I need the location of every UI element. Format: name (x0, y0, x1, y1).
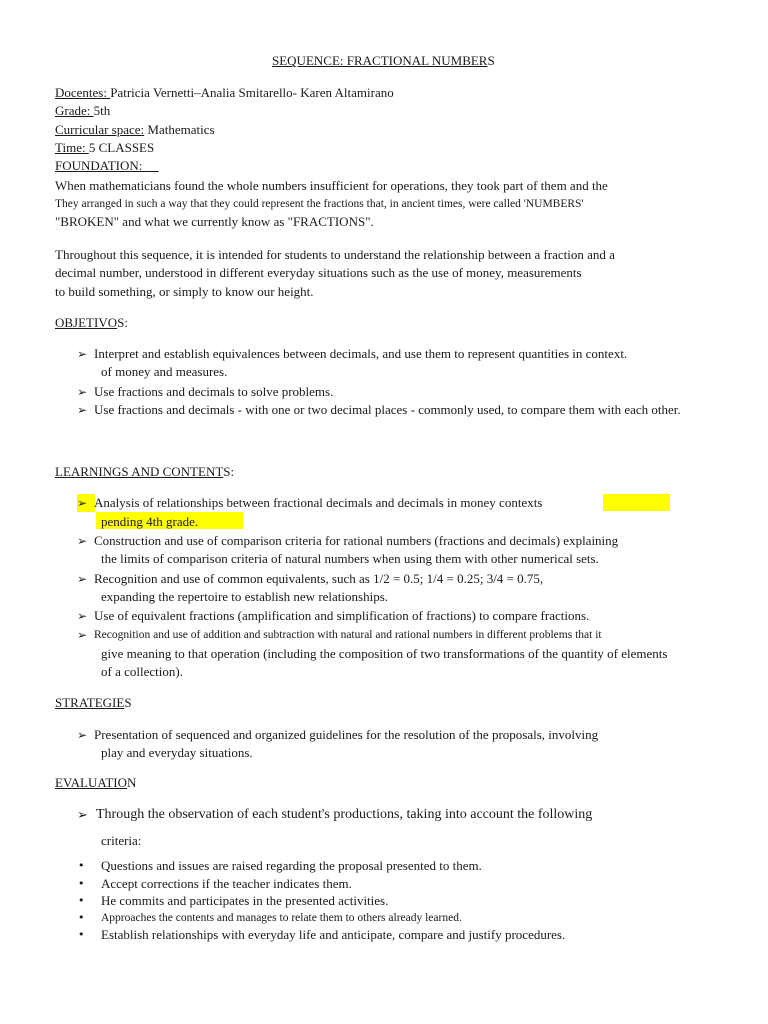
teachers-label: Docentes: (55, 85, 111, 100)
time-label: Time: (55, 140, 89, 155)
title-end: S (487, 53, 495, 68)
time-value: 5 CLASSES (88, 140, 155, 155)
evaluation-lead-line-2: criteria: (101, 833, 142, 848)
strategies-heading-rest: S (124, 695, 132, 710)
foundation-line-1: When mathematicians found the whole numbers insufficient for operations, they took part of them and the (55, 178, 608, 193)
objective-item-1-line-2: of money and measures. (101, 364, 228, 379)
foundation-heading (55, 158, 159, 174)
strategy-item-1-line-2: play and everyday situations. (101, 745, 253, 760)
learning-item-1-line-2: pending 4th grade. (101, 514, 199, 529)
highlight-mark (603, 494, 670, 511)
bullet-dot-icon: • (78, 928, 85, 941)
arrow-bullet-icon: ➢ (77, 572, 88, 586)
learnings-heading-underlined: LEARNINGS AND CONTENT (55, 464, 224, 479)
learning-item-5-line-1: Recognition and use of addition and subtraction with natural and rational numbers in different problems that it (94, 629, 602, 641)
criteria-item-1: Questions and issues are raised regarding the proposal presented to them. (101, 858, 482, 873)
curricular-space-line (55, 122, 215, 138)
criteria-item-5: Establish relationships with everyday life and anticipate, compare and justify procedures. (101, 927, 566, 942)
evaluation-heading-underlined: EVALUATIO (55, 775, 127, 790)
evaluation-lead-line-1: Through the observation of each student's productions, taking into account the following (96, 807, 593, 822)
learning-item-2-line-1: Construction and use of comparison criteria for rational numbers (fractions and decimals) explaining (94, 533, 619, 548)
arrow-bullet-icon: ➢ (77, 347, 88, 361)
learnings-heading (55, 464, 234, 480)
objective-item-3: Use fractions and decimals - with one or two decimal places - commonly used, to compare them with each other. (94, 402, 681, 417)
learning-item-5-line-3: of a collection). (101, 664, 183, 679)
learning-item-1-line-1: Analysis of relationships between fractional decimals and decimals in money contexts (94, 495, 543, 510)
title-underlined: SEQUENCE: FRACTIONAL NUMBER (272, 53, 488, 68)
bullet-dot-icon: • (78, 859, 85, 872)
bullet-dot-icon: • (78, 911, 85, 924)
learning-item-3-line-2: expanding the repertoire to establish new relationships. (101, 589, 389, 604)
time-line (55, 140, 154, 156)
foundation-line-2: They arranged in such a way that they could represent the fractions that, in ancient times, were called 'NUMBERS' (55, 198, 584, 210)
objectives-heading (55, 315, 128, 331)
strategy-item-1-line-1: Presentation of sequenced and organized guidelines for the resolution of the proposals, involving (94, 727, 599, 742)
intro-line-1: Throughout this sequence, it is intended for students to understand the relationship between a fraction and a (55, 247, 615, 262)
intro-line-2: decimal number, understood in different everyday situations such as the use of money, measurements (55, 265, 582, 280)
grade-line (55, 103, 110, 119)
arrow-bullet-icon: ➢ (77, 534, 88, 548)
space-value: Mathematics (144, 122, 215, 137)
objective-item-1-line-1: Interpret and establish equivalences between decimals, and use them to represent quantities in context. (94, 346, 628, 361)
learning-item-2-line-2: the limits of comparison criteria of natural numbers when using them with other numerical sets. (101, 551, 599, 566)
criteria-item-2: Accept corrections if the teacher indicates them. (101, 876, 352, 891)
learning-item-3-line-1: Recognition and use of common equivalents, such as 1/2 = 0.5; 1/4 = 0.25; 3/4 = 0.75, (94, 571, 544, 586)
criteria-item-4: Approaches the contents and manages to relate them to others already learned. (101, 912, 462, 924)
learnings-heading-rest: S: (223, 464, 235, 479)
learning-item-5-line-2: give meaning to that operation (including the composition of two transformations of the quantity of elements (101, 646, 668, 661)
foundation-label: FOUNDATION: (55, 158, 159, 173)
bullet-dot-icon: • (78, 877, 85, 890)
grade-value: 5th (93, 103, 111, 118)
bullet-dot-icon: • (78, 894, 85, 907)
grade-label: Grade: (55, 103, 94, 118)
arrow-bullet-icon: ➢ (77, 385, 88, 399)
arrow-bullet-icon: ➢ (77, 628, 88, 642)
evaluation-heading-rest: N (126, 775, 137, 790)
objective-item-2: Use fractions and decimals to solve problems. (94, 384, 334, 399)
teachers-value: Patricia Vernetti–Analia Smitarello- Karen Altamirano (110, 85, 394, 100)
foundation-line-3: "BROKEN" and what we currently know as "FRACTIONS". (55, 214, 374, 229)
space-label: Curricular space: (55, 122, 145, 137)
arrow-bullet-icon: ➢ (77, 496, 88, 510)
learning-item-4: Use of equivalent fractions (amplification and simplification of fractions) to compare fractions. (94, 608, 590, 623)
arrow-bullet-icon: ➢ (77, 808, 88, 823)
objectives-heading-underlined: OBJETIVO (55, 315, 118, 330)
strategies-heading (55, 695, 132, 711)
teachers-line (55, 85, 394, 101)
arrow-bullet-icon: ➢ (77, 403, 88, 417)
criteria-item-3: He commits and participates in the presented activities. (101, 893, 389, 908)
evaluation-heading (55, 775, 136, 791)
document-title (272, 53, 495, 69)
arrow-bullet-icon: ➢ (77, 728, 88, 742)
objectives-heading-rest: S: (117, 315, 128, 330)
intro-line-3: to build something, or simply to know our height. (55, 284, 314, 299)
arrow-bullet-icon: ➢ (77, 609, 88, 623)
strategies-heading-underlined: STRATEGIE (55, 695, 125, 710)
